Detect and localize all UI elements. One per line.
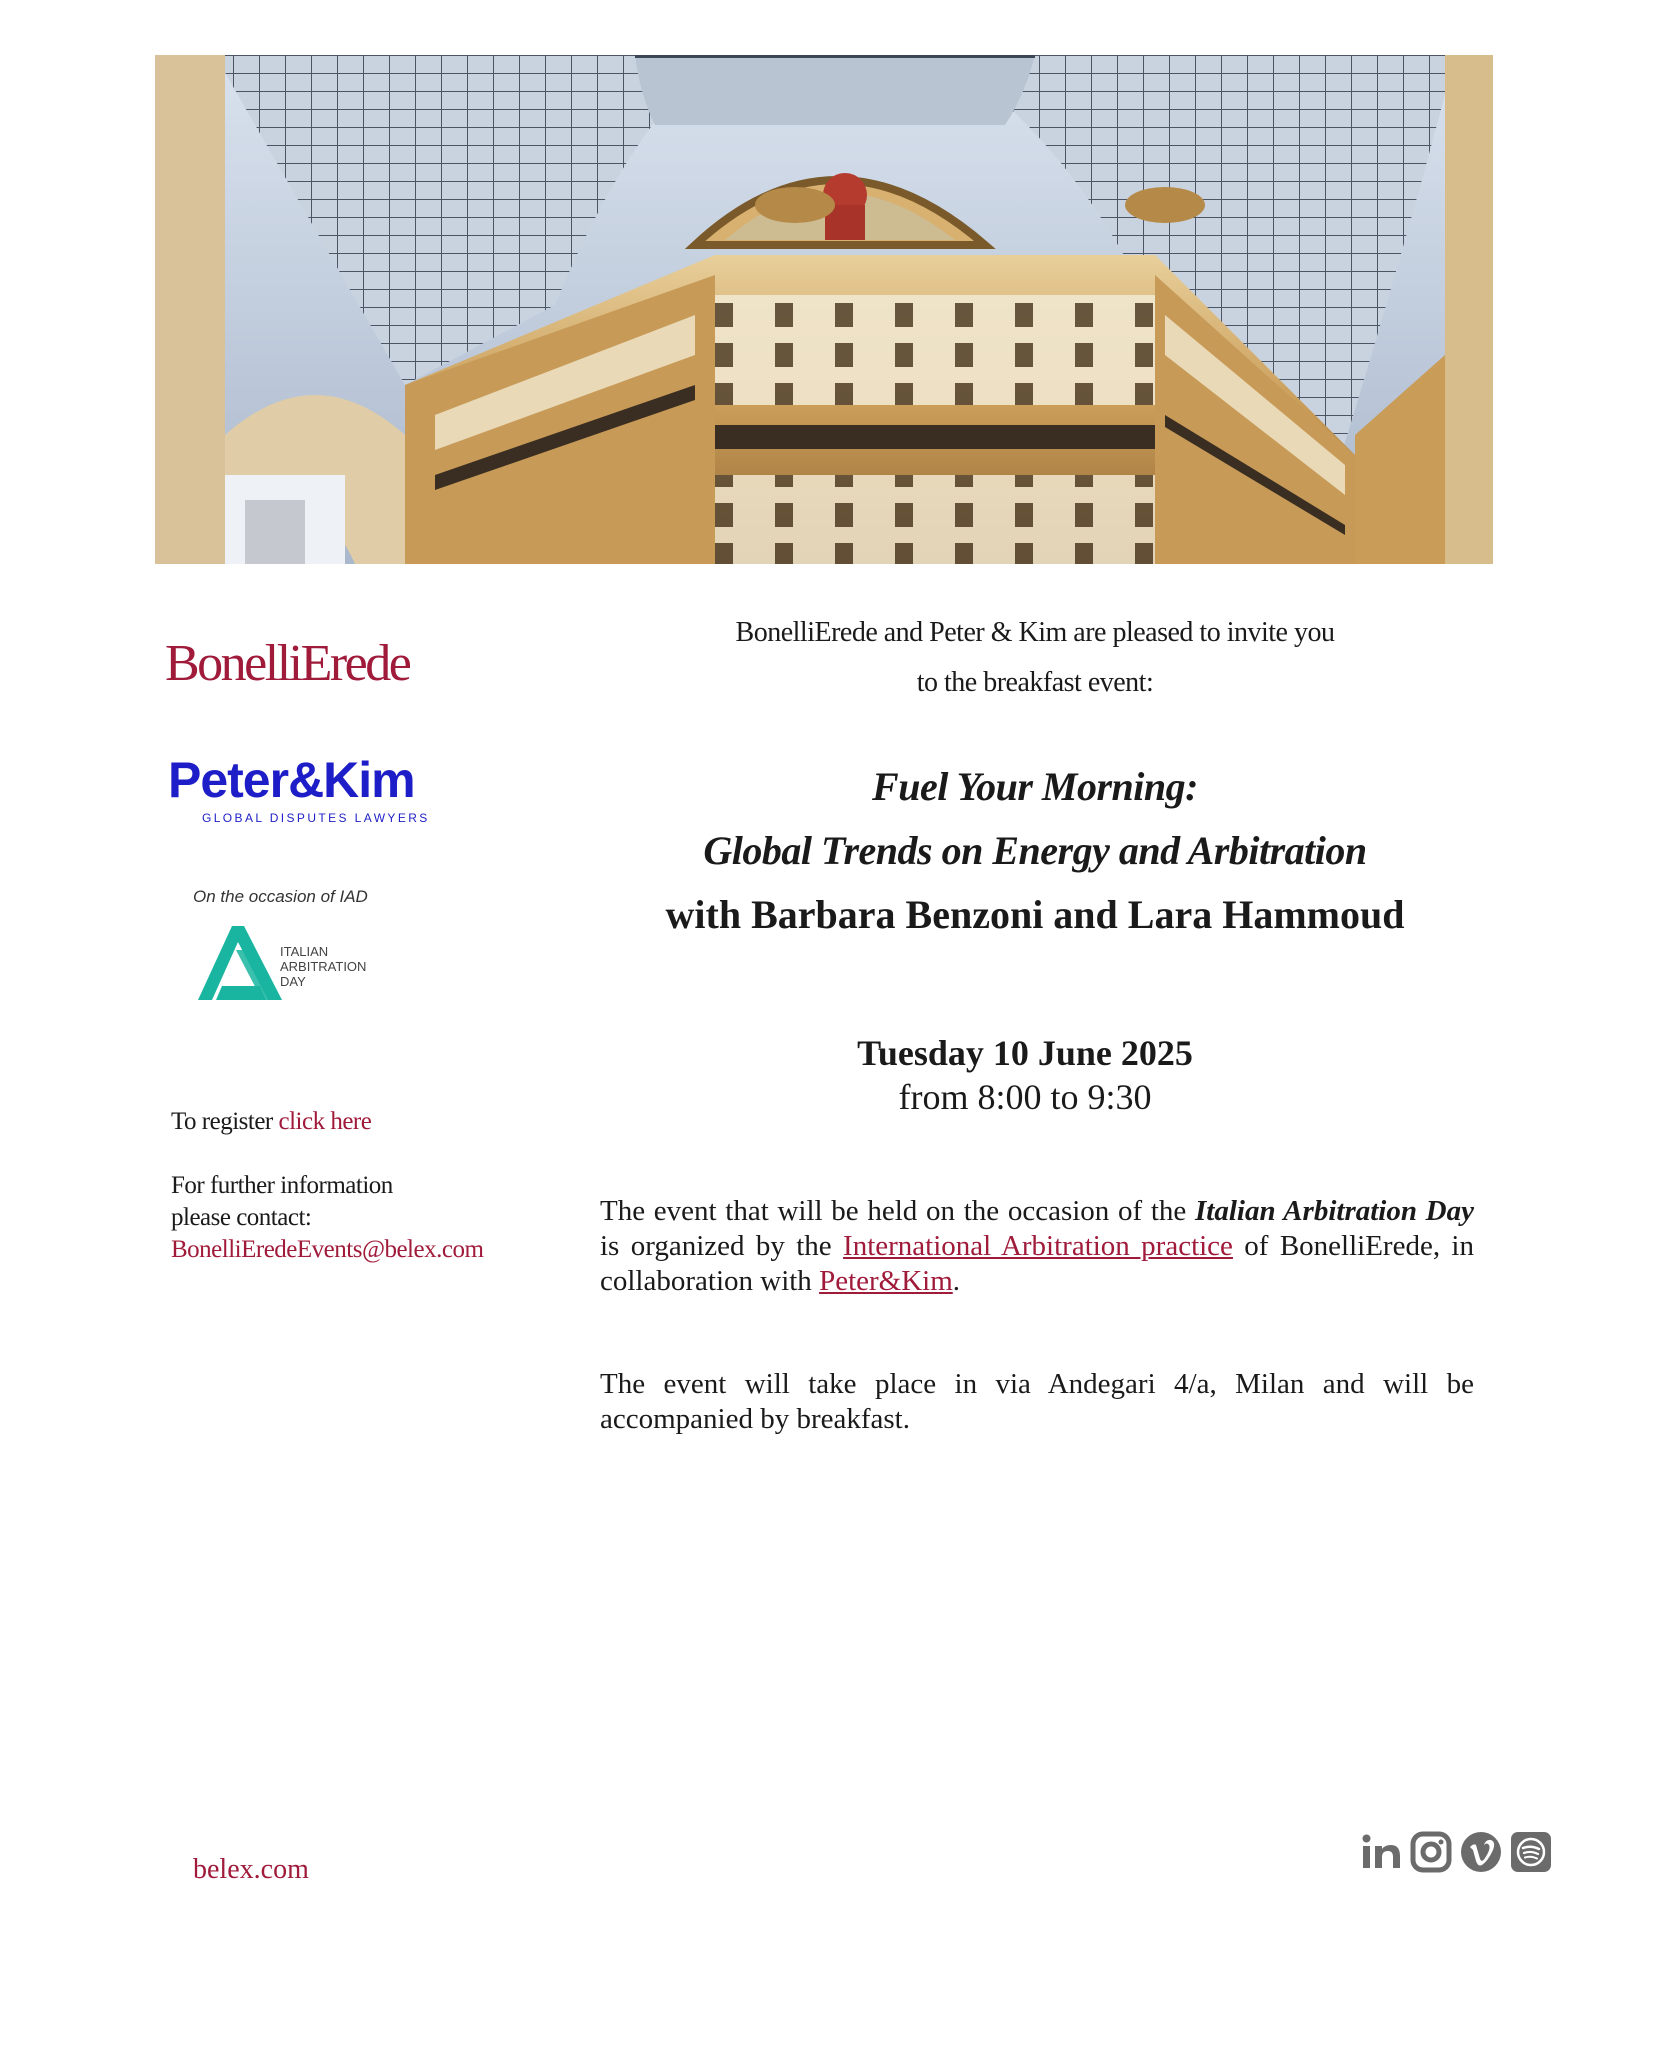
info-line: please contact: bbox=[171, 1204, 312, 1231]
invite-line: to the breakfast event: bbox=[916, 667, 1154, 698]
vimeo-icon[interactable] bbox=[1460, 1831, 1502, 1873]
social-icons bbox=[1360, 1830, 1552, 1874]
register-link[interactable]: click here bbox=[278, 1108, 372, 1135]
title-line-1: Fuel Your Morning: bbox=[872, 764, 1198, 809]
iad-line: DAY bbox=[280, 974, 306, 989]
peter-kim-tagline: GLOBAL DISPUTES LAWYERS bbox=[202, 811, 430, 825]
peter-kim-link[interactable]: Peter&Kim bbox=[819, 1265, 953, 1297]
contact-info bbox=[171, 1170, 483, 1266]
event-datetime bbox=[600, 1031, 1450, 1119]
event-time: from 8:00 to 9:30 bbox=[898, 1077, 1152, 1117]
hero-image bbox=[155, 55, 1493, 564]
event-title bbox=[600, 755, 1470, 947]
galleria-illustration bbox=[155, 55, 1493, 564]
invite-line: BonelliErede and Peter & Kim are pleased to invite you bbox=[735, 617, 1335, 648]
instagram-icon[interactable] bbox=[1410, 1831, 1452, 1873]
website-link[interactable]: belex.com bbox=[193, 1854, 309, 1885]
register-line bbox=[171, 1108, 371, 1136]
title-line-2: Global Trends on Energy and Arbitration bbox=[703, 828, 1367, 873]
desc-text: is organized by the bbox=[600, 1230, 844, 1262]
bonellierede-logo-text: BonelliErede bbox=[165, 635, 410, 692]
info-line: For further information bbox=[171, 1172, 393, 1199]
peter-kim-logo bbox=[168, 752, 438, 825]
event-date: Tuesday 10 June 2025 bbox=[857, 1033, 1193, 1073]
event-location: The event will take place in via Andegari 4/a, Milan and will be accompanied by breakfast. bbox=[600, 1368, 1474, 1435]
iad-logo-text bbox=[280, 944, 366, 989]
spotify-icon[interactable] bbox=[1510, 1831, 1552, 1873]
iad-occasion-label: On the occasion of IAD bbox=[193, 887, 368, 906]
linkedin-icon[interactable] bbox=[1360, 1831, 1402, 1873]
desc-text: . bbox=[952, 1265, 961, 1297]
contact-email-link[interactable]: BonelliEredeEvents@belex.com bbox=[171, 1236, 484, 1263]
desc-text: The event that will be held on the occasion of the bbox=[600, 1195, 1195, 1227]
bonellierede-logo bbox=[165, 628, 465, 698]
title-speakers: with Barbara Benzoni and Lara Hammoud bbox=[665, 892, 1405, 937]
desc-text: of BonelliErede, in collaboration with bbox=[600, 1230, 1474, 1297]
peter-kim-logo-text: Peter&Kim bbox=[168, 752, 415, 808]
iad-line: ARBITRATION bbox=[280, 959, 367, 974]
iad-line: ITALIAN bbox=[280, 944, 329, 959]
practice-link[interactable]: International Arbitration practice bbox=[843, 1230, 1233, 1262]
event-description bbox=[600, 1194, 1474, 1299]
desc-emphasis: Italian Arbitration Day bbox=[1194, 1195, 1474, 1227]
iad-logo-icon bbox=[196, 922, 290, 1002]
invitation-text bbox=[600, 608, 1470, 708]
register-prefix: To register bbox=[171, 1108, 279, 1135]
